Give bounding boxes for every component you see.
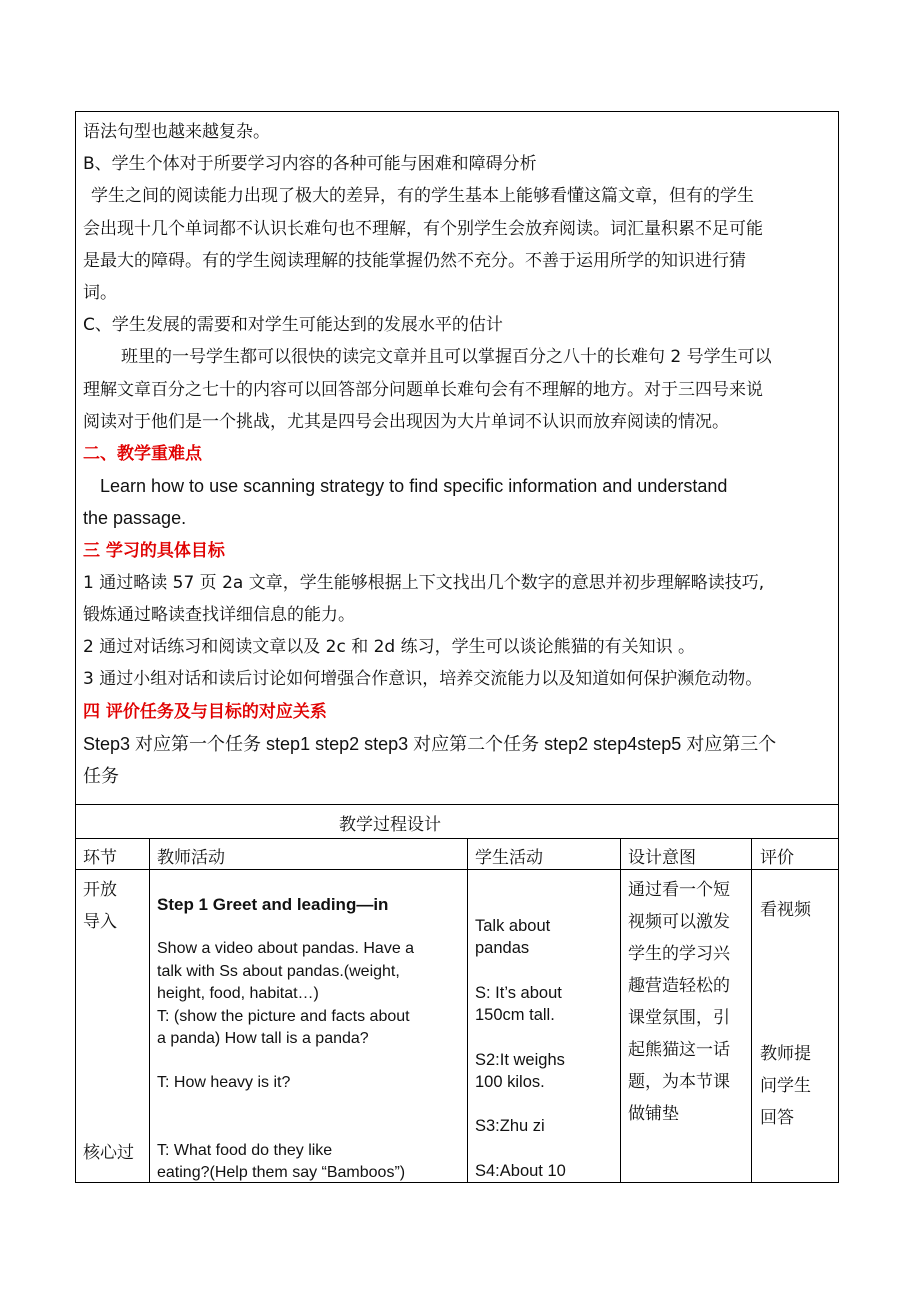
text-line: 班里的一号学生都可以很快的读完文章并且可以掌握百分之八十的长难句 2 号学生可以: [121, 347, 772, 368]
table-col-divider: [751, 838, 752, 1183]
header-stage: 环节: [83, 848, 117, 868]
evaluation-line: 回答: [760, 1108, 794, 1128]
intent-line: 课堂氛围，引: [628, 1008, 730, 1028]
table-row-divider: [75, 869, 839, 870]
subheading-c: C、学生发展的需要和对学生可能达到的发展水平的估计: [83, 315, 503, 336]
intent-line: 趣营造轻松的: [628, 976, 730, 996]
teacher-line: talk with Ss about pandas.(weight,: [157, 962, 400, 980]
stage-label: 核心过: [83, 1143, 134, 1163]
table-top-border: [75, 804, 839, 805]
intent-line: 做铺垫: [628, 1104, 679, 1124]
intent-line: 学生的学习兴: [628, 944, 730, 964]
teacher-line: a panda) How tall is a panda?: [157, 1030, 369, 1048]
header-evaluation: 评价: [760, 848, 794, 868]
heading-goals: 三 学习的具体目标: [83, 540, 225, 561]
goal-line: 2 通过对话练习和阅读文章以及 2c 和 2d 练习，学生可以谈论熊猫的有关知识 。: [83, 637, 696, 658]
teacher-line: Show a video about pandas. Have a: [157, 940, 415, 958]
design-intent-cell: [628, 874, 746, 1130]
evaluation-line: 问学生: [760, 1076, 811, 1096]
heading-evaluation: 四 评价任务及与目标的对应关系: [83, 701, 327, 722]
student-activity-cell: [475, 915, 615, 1182]
evaluation-line: 教师提: [760, 1044, 811, 1064]
intent-line: 视频可以激发: [628, 912, 730, 932]
focus-text: the passage.: [83, 508, 187, 529]
heading-key-points: 二、教学重难点: [83, 444, 202, 465]
text-line: 理解文章百分之七十的内容可以回答部分问题单长难句会有不理解的地方。对于三四号来说: [83, 379, 763, 400]
student-line: 100 kilos.: [475, 1073, 545, 1092]
stage-cell: [83, 874, 117, 938]
teacher-line: T: How heavy is it?: [157, 1074, 291, 1092]
text-line: 学生之间的阅读能力出现了极大的差异，有的学生基本上能够看懂这篇文章，但有的学生: [91, 186, 754, 207]
student-line: 150cm tall.: [475, 1006, 555, 1025]
analysis-section: [83, 116, 831, 792]
header-intent: 设计意图: [628, 848, 696, 868]
intent-line: 题，为本节课: [628, 1072, 730, 1092]
subheading-b: B、学生个体对于所要学习内容的各种可能与困难和障碍分析: [83, 154, 537, 175]
teacher-activity-cell: [157, 894, 462, 1185]
teacher-line: height, food, habitat…): [157, 985, 319, 1003]
header-student: 学生活动: [475, 848, 543, 868]
student-line: pandas: [475, 939, 530, 958]
student-line: S2:It weighs: [475, 1050, 565, 1069]
table-col-divider: [620, 838, 621, 1183]
evaluation-cell: [760, 1038, 830, 1134]
text-line: 是最大的障碍。有的学生阅读理解的技能掌握仍然不充分。不善于运用所学的知识进行猜: [83, 250, 746, 271]
goal-line: 1 通过略读 57 页 2a 文章，学生能够根据上下文找出几个数字的意思并初步理解略读技巧,: [83, 572, 765, 593]
student-line: S3:Zhu zi: [475, 1117, 545, 1136]
table-col-divider: [149, 838, 150, 1183]
goal-line: 3 通过小组对话和读后讨论如何增强合作意识，培养交流能力以及知道如何保护濒危动物。: [83, 669, 763, 690]
header-teacher: 教师活动: [157, 848, 225, 868]
text-line: 词。: [83, 283, 117, 304]
table-row-divider: [75, 838, 839, 839]
step-title: Step 1 Greet and leading—in: [157, 895, 389, 914]
evaluation-video: 看视频: [760, 900, 811, 920]
text-line: 阅读对于他们是一个挑战，尤其是四号会出现因为大片单词不认识而放弃阅读的情况。: [83, 411, 729, 432]
teacher-line: eating?(Help them say “Bamboos”): [157, 1164, 406, 1182]
student-line: S: It’s about: [475, 983, 562, 1002]
goal-line: 锻炼通过略读查找详细信息的能力。: [83, 605, 355, 626]
table-col-divider: [467, 838, 468, 1183]
teacher-line: T: (show the picture and facts about: [157, 1007, 410, 1025]
student-line: Talk about: [475, 917, 551, 935]
table-title: 教学过程设计: [339, 815, 441, 835]
student-line: S4:About 10: [475, 1161, 566, 1180]
text-line: 语法句型也越来越复杂。: [83, 122, 270, 142]
stage-label: 导入: [83, 912, 117, 932]
intent-line: 通过看一个短: [628, 880, 730, 900]
evaluation-text: 任务: [83, 766, 119, 787]
text-line: 会出现十几个单词都不认识长难句也不理解，有个别学生会放弃阅读。词汇量积累不足可能: [83, 218, 763, 239]
focus-text: Learn how to use scanning strategy to find specific information and understand: [100, 476, 728, 497]
stage-label: 开放: [83, 880, 117, 900]
teacher-line: T: What food do they like: [157, 1141, 333, 1159]
intent-line: 起熊猫这一话: [628, 1040, 730, 1060]
evaluation-text: Step3 对应第一个任务 step1 step2 step3 对应第二个任务 step2 step4step5 对应第三个: [83, 733, 777, 754]
